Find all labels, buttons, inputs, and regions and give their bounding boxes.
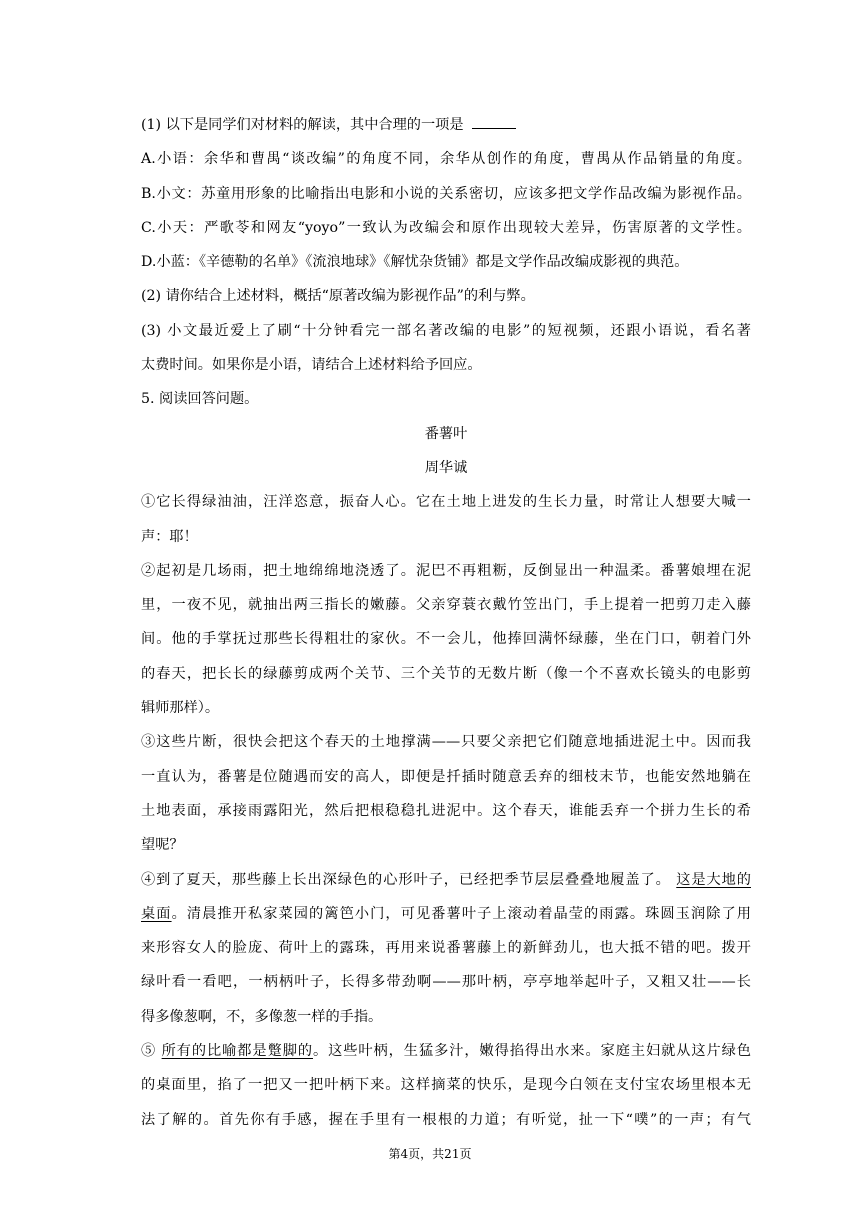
underlined-sentence: 所有的比喻都是蹩脚的 bbox=[161, 1043, 313, 1060]
paragraph-4-text: ④到了夏天，那些藤上长出深绿色的心形叶子，已经把季节层层叠叠地履盖了。 bbox=[141, 871, 677, 888]
paragraph-4-line-1 bbox=[141, 863, 751, 897]
underlined-phrase-end: 桌面 bbox=[141, 905, 172, 922]
paragraph-3-line-4: 望呢？ bbox=[141, 837, 184, 854]
paragraph-3-line-1: ③这些片断，很快会把这个春天的土地撑满——只要父亲把它们随意地插进泥土中。因而我 bbox=[141, 734, 751, 751]
paragraph-1-line-1: ①它长得绿油油，汪洋恣意，振奋人心。它在土地上进发的生长力量，时常让人想要大喊一 bbox=[141, 494, 751, 511]
answer-blank bbox=[472, 114, 516, 129]
paragraph-4-line-3: 来形容女人的脸庞、荷叶上的露珠，再用来说番薯藤上的新鲜劲儿，也大抵不错的吧。拨开 bbox=[141, 940, 751, 957]
question-4-part-3-line-2: 太费时间。如果你是小语，请结合上述材料给予回应。 bbox=[141, 357, 482, 374]
option-d: D.小蓝：《辛德勒的名单》《流浪地球》《解忧杂货铺》都是文学作品改编成影视的典范。 bbox=[141, 254, 689, 271]
article-title: 番薯叶 bbox=[424, 425, 468, 442]
option-a: A.小语：余华和曹禺“谈改编”的角度不同，余华从创作的角度，曹禺从作品销量的角度。 bbox=[141, 151, 751, 168]
question-4-part-2: (2) 请你结合上述材料，概括“原著改编为影视作品”的利与弊。 bbox=[141, 288, 535, 305]
option-c: C.小天：严歌苓和网友“yoyo”一致认为改编会和原作出现较大差异，伤害原著的文学性。 bbox=[141, 219, 751, 236]
paragraph-5-line-2: 的桌面里，掐了一把又一把叶柄下来。这样摘菜的快乐，是现今白领在支付宝农场里根本无 bbox=[141, 1077, 751, 1094]
paragraph-3-line-2: 一直认为，番薯是位随遇而安的高人，即便是扦插时随意丢弃的细枝末节，也能安然地躺在 bbox=[141, 768, 751, 785]
paragraph-5-line-1 bbox=[141, 1034, 751, 1068]
paragraph-4-line-2 bbox=[141, 897, 751, 931]
underlined-phrase: 这是大地的 bbox=[676, 871, 751, 888]
paragraph-2-line-3: 间。他的手掌抚过那些长得粗壮的家伙。不一会儿，他捧回满怀绿藤，坐在门口，朝着门外 bbox=[141, 631, 751, 648]
paragraph-2-line-5: 辑师那样）。 bbox=[141, 700, 220, 717]
page-number-footer: 第4页，共21页 bbox=[388, 1147, 472, 1161]
option-b: B.小文：苏童用形象的比喻指出电影和小说的关系密切，应该多把文学作品改编为影视作品。 bbox=[141, 185, 751, 202]
paragraph-1-line-2: 声：耶！ bbox=[141, 528, 198, 545]
article-author: 周华诚 bbox=[424, 459, 468, 476]
paragraph-4-line-4: 绿叶看一看吧，一柄柄叶子，长得多带劲啊——那叶柄，亭亭地举起叶子，又粗又壮——长 bbox=[141, 974, 751, 991]
paragraph-2-line-1: ②起初是几场雨，把土地绵绵地浇透了。泥巴不再粗粝，反倒显出一种温柔。番薯娘埋在泥 bbox=[141, 562, 751, 579]
paragraph-5-text: 。这些叶柄，生猛多汁，嫩得掐得出水来。家庭主妇就从这片绿色 bbox=[312, 1043, 751, 1060]
question-4-part-1 bbox=[141, 108, 751, 142]
paragraph-5-number: ⑤ bbox=[141, 1043, 162, 1060]
paragraph-2-line-2: 里，一夜不见，就抽出两三指长的嫩藤。父亲穿蓑衣戴竹笠出门，手上提着一把剪刀走入藤 bbox=[141, 597, 751, 614]
page-content bbox=[141, 108, 751, 1137]
question-4-part-3-line-1: (3) 小文最近爱上了刷“十分钟看完一部名著改编的电影”的短视频，还跟小语说，看名著 bbox=[141, 322, 751, 339]
paragraph-5-line-3: 法了解的。首先你有手感，握在手里有一根根的力道；有听觉，扯一下“噗”的一声；有气 bbox=[141, 1111, 751, 1128]
paragraph-3-line-3: 土地表面，承接雨露阳光，然后把根稳稳扎进泥中。这个春天，谁能丢弃一个拼力生长的希 bbox=[141, 802, 751, 819]
paragraph-4-line-5: 得多像葱啊，不，多像葱一样的手指。 bbox=[141, 1008, 383, 1025]
question-5-header: 5. 阅读回答问题。 bbox=[141, 391, 259, 408]
paragraph-2-line-4: 的春天，把长长的绿藤剪成两个关节、三个关节的无数片断（像一个不喜欢长镜头的电影剪 bbox=[141, 665, 751, 682]
paragraph-4-text: 。清晨推开私家菜园的篱笆小门，可见番薯叶子上滚动着晶莹的雨露。珠圆玉润除了用 bbox=[171, 905, 751, 922]
question-prompt: (1) 以下是同学们对材料的解读，其中合理的一项是 bbox=[141, 117, 464, 133]
